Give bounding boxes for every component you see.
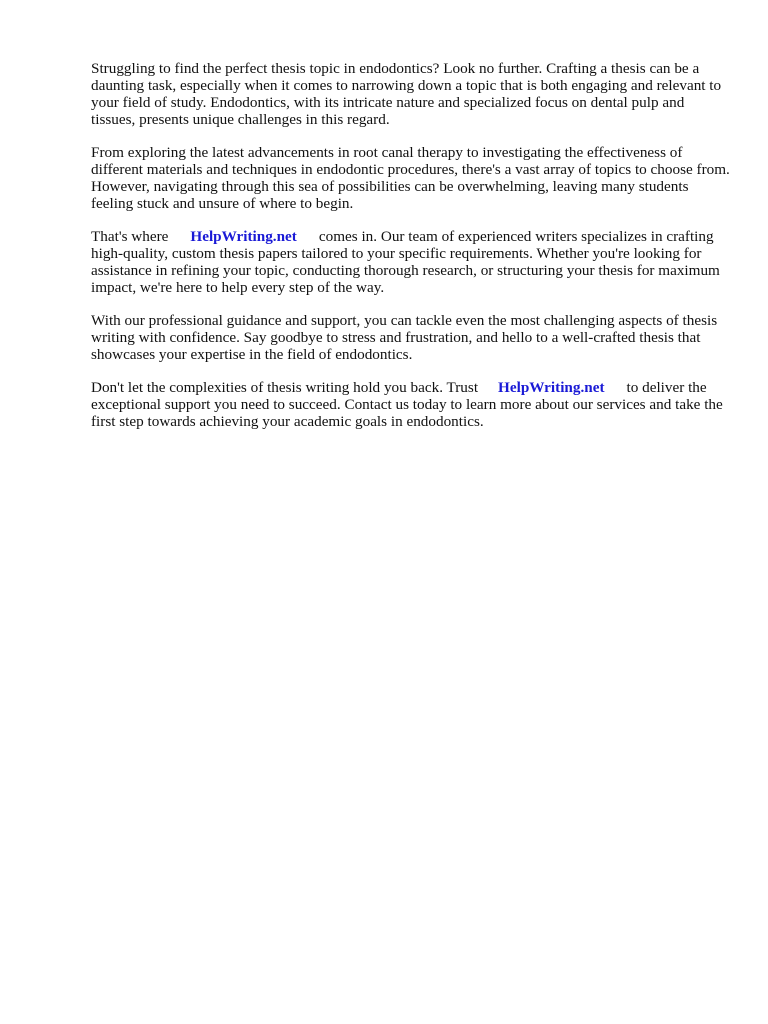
document-body [91,60,731,446]
paragraph-text-before-link: That's where [91,228,169,245]
paragraph-text-after-link: to deliver the exceptional support you need to succeed. Contact us today to learn more about our services and take the first step towards achieving your academic goals in endodontics. [91,379,723,430]
paragraph-text-after-link: comes in. Our team of experienced writers specializes in crafting high-quality, custom thesis papers tailored to your specific requirements. Whether you're looking for assistance in refining your topic, conducting thorough research, or structuring your thesis for maximum impact, we're here to help every step of the way. [91,228,720,296]
paragraph-intro: Struggling to find the perfect thesis topic in endodontics? Look no further. Crafting a thesis can be a daunting task, especially when it comes to narrowing down a topic that is both engaging and relevant to your field of study. Endodontics, with its intricate nature and specialized focus on dental pulp and tissues, presents unique challenges in this regard. [91,60,722,128]
helpwriting-link[interactable]: HelpWriting.net [498,379,605,396]
paragraph-topics: From exploring the latest advancements in root canal therapy to investigating the effectiveness of different materials and techniques in endodontic procedures, there's a vast array of topics to choose from. However, navigating through this sea of possibilities can be overwhelming, leaving many students feeling stuck and unsure of where to begin. [91,144,730,212]
paragraph-helpwriting [91,228,731,296]
paragraph-call-to-action [91,379,731,430]
helpwriting-link[interactable]: HelpWriting.net [190,228,297,245]
paragraph-guidance: With our professional guidance and support, you can tackle even the most challenging aspects of thesis writing with confidence. Say goodbye to stress and frustration, and hello to a well-crafted thesis that showcases your expertise in the field of endodontics. [91,312,718,363]
paragraph-text-before-link: Don't let the complexities of thesis writing hold you back. Trust [91,379,479,396]
